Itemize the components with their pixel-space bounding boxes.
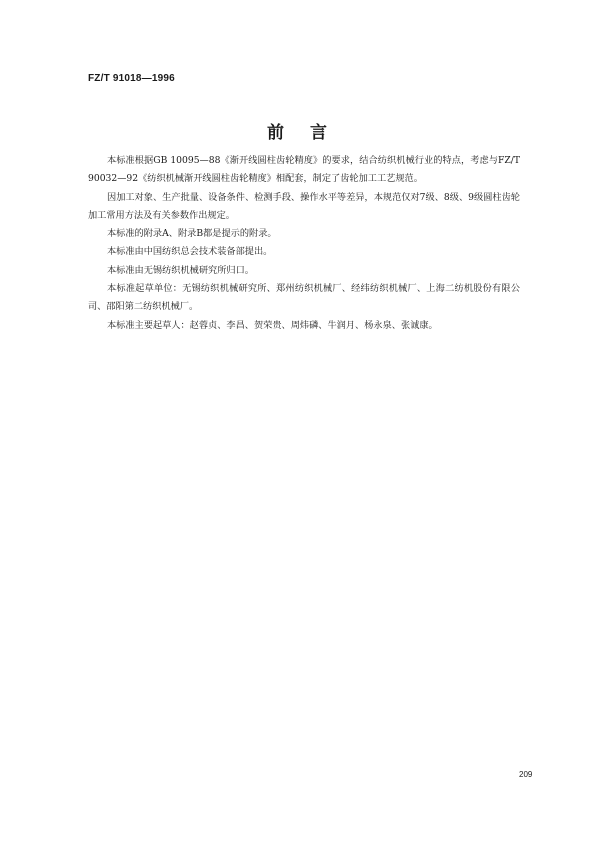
foreword-body [88,152,520,335]
paragraph-proposer: 本标准由中国纺织总会技术装备部提出。 [107,246,273,258]
paragraph-limitations: 因加工对象、生产批量、设备条件、检测手段、操作水平等差异，本规范仅对7级、8级、9级圆柱齿轮加工常用方法及有关参数作出规定。 [88,191,520,221]
page-title: 前言 [267,123,353,143]
paragraph-scope: 本标准根据GB 10095—88《渐开线圆柱齿轮精度》的要求，结合纺织机械行业的特点，考虑与FZ/T 90032—92《纺织机械渐开线圆柱齿轮精度》相配套，制定了齿轮加工工艺规范。 [88,155,520,185]
paragraph-administrator: 本标准由无锡纺织机械研究所归口。 [107,264,254,276]
standard-code: FZ/T 91018—1996 [88,73,175,84]
page-number: 209 [519,770,533,779]
paragraph-drafting-units: 本标准起草单位：无锡纺织机械研究所、郑州纺织机械厂、经纬纺织机械厂、上海二纺机股份有限公司、邵阳第二纺织机械厂。 [88,283,520,313]
paragraph-appendices: 本标准的附录A、附录B都是提示的附录。 [107,228,277,240]
paragraph-drafters: 本标准主要起草人：赵蓉贞、李昌、贺荣贵、周炜磷、牛润月、杨永泉、张诚康。 [107,319,438,331]
